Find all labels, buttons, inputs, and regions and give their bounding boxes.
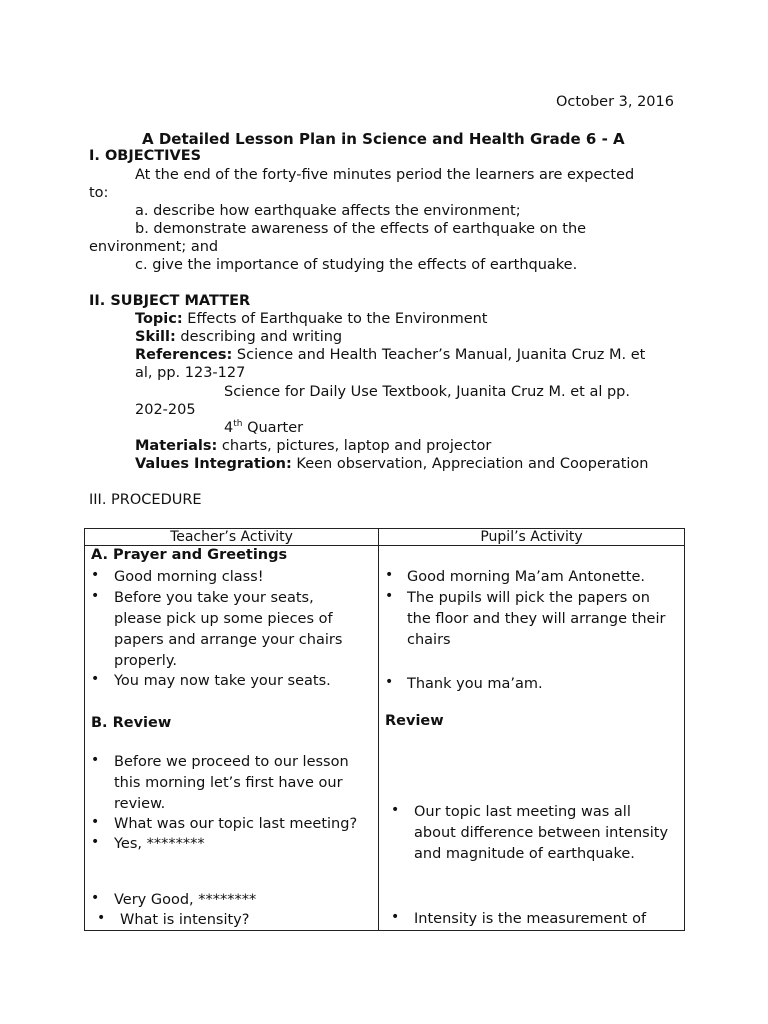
bullet-icon: •: [91, 814, 100, 830]
topic-label: Topic:: [135, 311, 183, 327]
bullet-icon: •: [97, 910, 106, 926]
bullet-icon: •: [391, 909, 400, 925]
subject-matter-heading: II. SUBJECT MATTER: [89, 293, 251, 309]
bullet-icon: •: [91, 834, 100, 850]
pupil-line: The pupils will pick the papers on: [407, 590, 650, 606]
section-a-heading: A. Prayer and Greetings: [91, 547, 288, 563]
quarter-text: Quarter: [242, 420, 304, 436]
pupil-line: about difference between intensity: [414, 825, 669, 841]
pupil-line: Good morning Ma’am Antonette.: [407, 569, 646, 585]
pupil-activity-header: Pupil’s Activity: [480, 529, 583, 545]
column-divider: [378, 529, 379, 930]
teacher-line: Good morning class!: [114, 569, 264, 585]
skill-label: Skill:: [135, 329, 176, 345]
teacher-line: Very Good, ********: [114, 892, 257, 908]
materials-value: charts, pictures, laptop and projector: [221, 438, 492, 454]
teacher-line: What is intensity?: [120, 912, 250, 928]
reference-2-line1: Science for Daily Use Textbook, Juanita Cruz M. et al pp.: [224, 384, 630, 400]
objective-b-line2: environment; and: [89, 239, 219, 255]
pupil-line: and magnitude of earthquake.: [414, 846, 635, 862]
pupil-line: Intensity is the measurement of: [414, 911, 647, 927]
quarter-line: [224, 419, 303, 437]
references-label: References:: [135, 347, 233, 363]
reference-1-line2: al, pp. 123-127: [135, 365, 246, 381]
teacher-line: this morning let’s first have our: [114, 775, 343, 791]
procedure-heading: III. PROCEDURE: [89, 492, 202, 508]
teacher-activity-header: Teacher’s Activity: [170, 529, 293, 545]
pupil-line: Our topic last meeting was all: [414, 804, 631, 820]
materials-label: Materials:: [135, 438, 218, 454]
section-b-heading: B. Review: [91, 715, 172, 731]
skill-value: describing and writing: [180, 329, 343, 345]
procedure-table: [84, 528, 685, 931]
bullet-icon: •: [385, 588, 394, 604]
teacher-line: Yes, ********: [114, 836, 205, 852]
quarter-ordinal: th: [233, 419, 243, 430]
reference-2-line2: 202-205: [135, 402, 196, 418]
teacher-line: review.: [114, 796, 166, 812]
bullet-icon: •: [91, 752, 100, 768]
objective-b-line1: b. demonstrate awareness of the effects of earthquake on the: [135, 221, 587, 237]
teacher-line: You may now take your seats.: [114, 673, 331, 689]
teacher-line: Before we proceed to our lesson: [114, 754, 349, 770]
document-title: A Detailed Lesson Plan in Science and Health Grade 6 - A: [142, 130, 625, 148]
bullet-icon: •: [385, 674, 394, 690]
document-date: October 3, 2016: [556, 94, 674, 110]
pupil-review-heading: Review: [385, 713, 444, 729]
references-line: [135, 346, 645, 364]
pupil-line: chairs: [407, 632, 451, 648]
teacher-line: properly.: [114, 653, 177, 669]
materials-line: [135, 437, 491, 455]
objectives-intro-line1: At the end of the forty-five minutes period the learners are expected: [135, 167, 635, 183]
bullet-icon: •: [91, 567, 100, 583]
bullet-icon: •: [391, 802, 400, 818]
pupil-line: Thank you ma’am.: [407, 676, 543, 692]
topic-line: [135, 310, 488, 328]
bullet-icon: •: [91, 671, 100, 687]
topic-value: Effects of Earthquake to the Environment: [187, 311, 488, 327]
skill-line: [135, 328, 342, 346]
teacher-line: please pick up some pieces of: [114, 611, 333, 627]
objectives-heading: I. OBJECTIVES: [89, 148, 202, 164]
values-integration-label: Values Integration:: [135, 456, 292, 472]
teacher-line: What was our topic last meeting?: [114, 816, 358, 832]
objective-a: a. describe how earthquake affects the environment;: [135, 203, 521, 219]
bullet-icon: •: [91, 588, 100, 604]
teacher-line: Before you take your seats,: [114, 590, 314, 606]
values-integration-line: [135, 455, 649, 473]
objective-c: c. give the importance of studying the effects of earthquake.: [135, 257, 578, 273]
quarter-number: 4: [224, 420, 234, 436]
bullet-icon: •: [91, 890, 100, 906]
bullet-icon: •: [385, 567, 394, 583]
values-integration-value: Keen observation, Appreciation and Cooperation: [296, 456, 649, 472]
pupil-line: the floor and they will arrange their: [407, 611, 666, 627]
objectives-intro-line2: to:: [89, 185, 109, 201]
reference-1-line1: Science and Health Teacher’s Manual, Juanita Cruz M. et: [236, 347, 646, 363]
teacher-line: papers and arrange your chairs: [114, 632, 343, 648]
